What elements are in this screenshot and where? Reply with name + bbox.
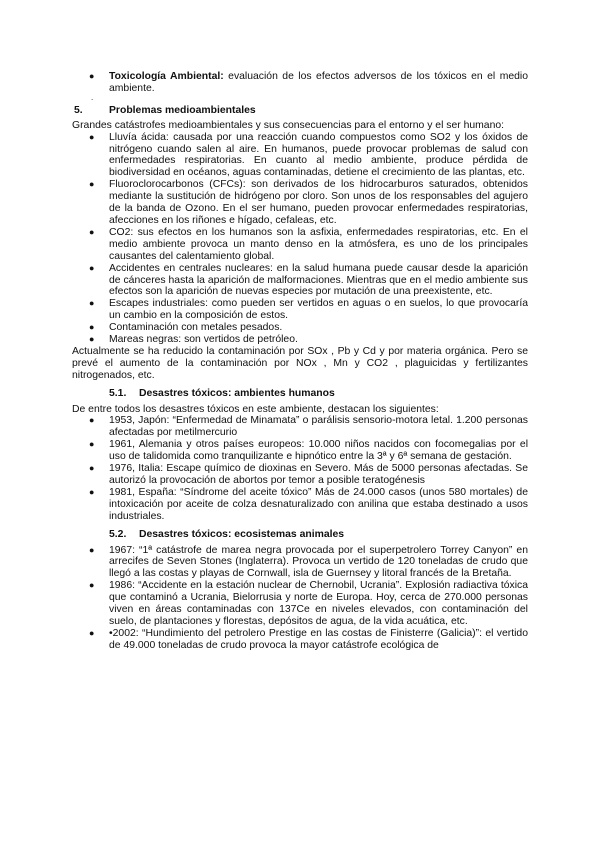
human-disasters-list <box>72 415 528 522</box>
list-item: ● 1961, Alemania y otros países europeos: 10.000 niños nacidos con focomegalias por el uso de talidomida como tranquilizante e hipnótico entre la 3ª y 6ª semana de gestación. <box>89 439 528 463</box>
bullet-icon: ● <box>89 486 95 497</box>
section-title: Problemas medioambientales <box>109 104 256 116</box>
list-item: ● 1967: “1ª catástrofe de marea negra provocada por el superpetrolero Torrey Canyon” en arrecifes de Seven Stones (Inglaterra). Provoca un vertido de 120 toneladas de crudo que llegó a las costas y playas de Cornwall, isla de Guernsey y litoral francés de la Bretaña. <box>89 544 528 580</box>
environmental-problems-list <box>72 132 528 346</box>
section-heading-5-1 <box>109 388 528 400</box>
section-number: 5. <box>74 104 83 116</box>
list-item <box>72 71 528 95</box>
list-item: ● 1981, España: “Síndrome del aceite tóxico” Más de 24.000 casos (unos 580 mortales) de intoxicación por aceite de colza desnaturalizado con anilina que estaba destinado a usos industriales. <box>89 486 528 522</box>
list-item: ● Escapes industriales: como pueden ser vertidos en aguas o en suelos, lo que provocaría un cambio en la composición de estos. <box>89 298 528 322</box>
bullet-icon: ● <box>89 463 95 474</box>
section-closing-paragraph: Actualmente se ha reducido la contaminación por SOx , Pb y Cd y por materia orgánica. Pero se prevé el aumento de la contaminación por NOx , Mn y CO2 , plaguicidas y fertilizantes nitrogenados, etc. <box>72 345 528 381</box>
list-item: ● Lluvía ácida: causada por una reacción cuando compuestos como SO2 y los óxidos de nitrógeno cuando salen al aire. En humanos, puede provocar problemas de salud con enfermedades respiratorias. En cuanto al medio ambiente, produce pérdida de biodiversidad en océanos, aguas contaminadas, detiene el crecimiento de las plantas, etc. <box>89 131 528 179</box>
bullet-icon: ● <box>89 71 95 81</box>
bullet-icon: ● <box>89 322 95 333</box>
ecosystem-disasters-list <box>72 545 528 652</box>
bullet-icon: ● <box>89 580 95 591</box>
list-item: ● Fluoroclorocarbonos (CFCs): son derivados de los hidrocarburos saturados, obtenidos mediante la sustitución de hidrógeno por cloro. Son unos de los responsables del agujero de la banda de Ozono. En el ser humano, pueden provocar enfermedades respiratorias, afecciones en los riñones e hígado, cefaleas, etc. <box>89 179 528 226</box>
bullet-icon: ● <box>89 415 95 426</box>
list-item: ● •2002: “Hundimiento del petrolero Prestige en las costas de Finisterre (Galicia)”: el vertido de 49.000 toneladas de crudo provoca la mayor catástrofe ecológica de <box>89 627 528 651</box>
stray-dot: . <box>91 92 94 102</box>
section-intro: Grandes catástrofes medioambientales y sus consecuencias para el entorno y el ser humano: <box>72 119 505 131</box>
bullet-icon: ● <box>89 627 95 638</box>
list-item: ● Accidentes en centrales nucleares: en la salud humana puede causar desde la aparición de cánceres hasta la aparición de malformaciones. Mientras que en el medio ambiente sus efectos son la aparición de nuevas especies por mutación de una preexistente, etc. <box>89 262 528 298</box>
section-title: Desastres tóxicos: ecosistemas animales <box>139 528 345 540</box>
bullet-icon: ● <box>89 262 95 273</box>
bullet-icon: ● <box>89 226 95 237</box>
section-title: Desastres tóxicos: ambientes humanos <box>139 387 335 399</box>
list-item: ● Mareas negras: son vertidos de petróleo. <box>89 334 298 346</box>
bullet-icon: ● <box>89 334 95 345</box>
section-number: 5.2. <box>109 528 127 540</box>
section-heading-5 <box>72 105 528 117</box>
bullet-icon: ● <box>89 439 95 450</box>
bullet-icon: ● <box>89 544 95 555</box>
list-item: ● 1986: “Accidente en la estación nuclear de Chernobil, Ucrania”. Explosión radiactiva tóxica que contaminó a Ucrania, Bielorrusia y norte de Europa. Hoy, cerca de 270.000 personas viven en áreas contaminadas con 137Ce en niveles elevados, con contaminación del suelo, de plantaciones y florestas, depósitos de agua, de la vida acuática, etc. <box>89 580 528 627</box>
list-item: ● 1976, Italia: Escape químico de dioxinas en Severo. Más de 5000 personas afectadas. Se autorizó la provocación de abortos por temor a posible teratogénesis <box>89 463 528 486</box>
intro-item-term: Toxicología Ambiental: <box>109 71 224 82</box>
intro-list <box>72 71 528 95</box>
intro-item-text: evaluación de los efectos adversos de los tóxicos en el medio ambiente. <box>109 71 528 94</box>
section-number: 5.1. <box>109 387 127 399</box>
section-intro: De entre todos los desastres tóxicos en este ambiente, destacan los siguientes: <box>72 403 439 415</box>
list-item: ● Contaminación con metales pesados. <box>89 322 283 334</box>
list-item: ● 1953, Japón: “Enfermedad de Minamata” o parálisis sensorio-motora letal. 1.200 personas afectadas por metilmercurio <box>89 415 528 439</box>
bullet-icon: ● <box>89 131 95 142</box>
list-item: ● CO2: sus efectos en los humanos son la asfixia, enfermedades respiratorias, etc. En el medio ambiente provoca un manto denso en la atmósfera, es uno de los principales causantes del calentamiento global. <box>89 226 528 262</box>
section-heading-5-2 <box>109 529 528 541</box>
bullet-icon: ● <box>89 179 95 190</box>
bullet-icon: ● <box>89 298 95 309</box>
